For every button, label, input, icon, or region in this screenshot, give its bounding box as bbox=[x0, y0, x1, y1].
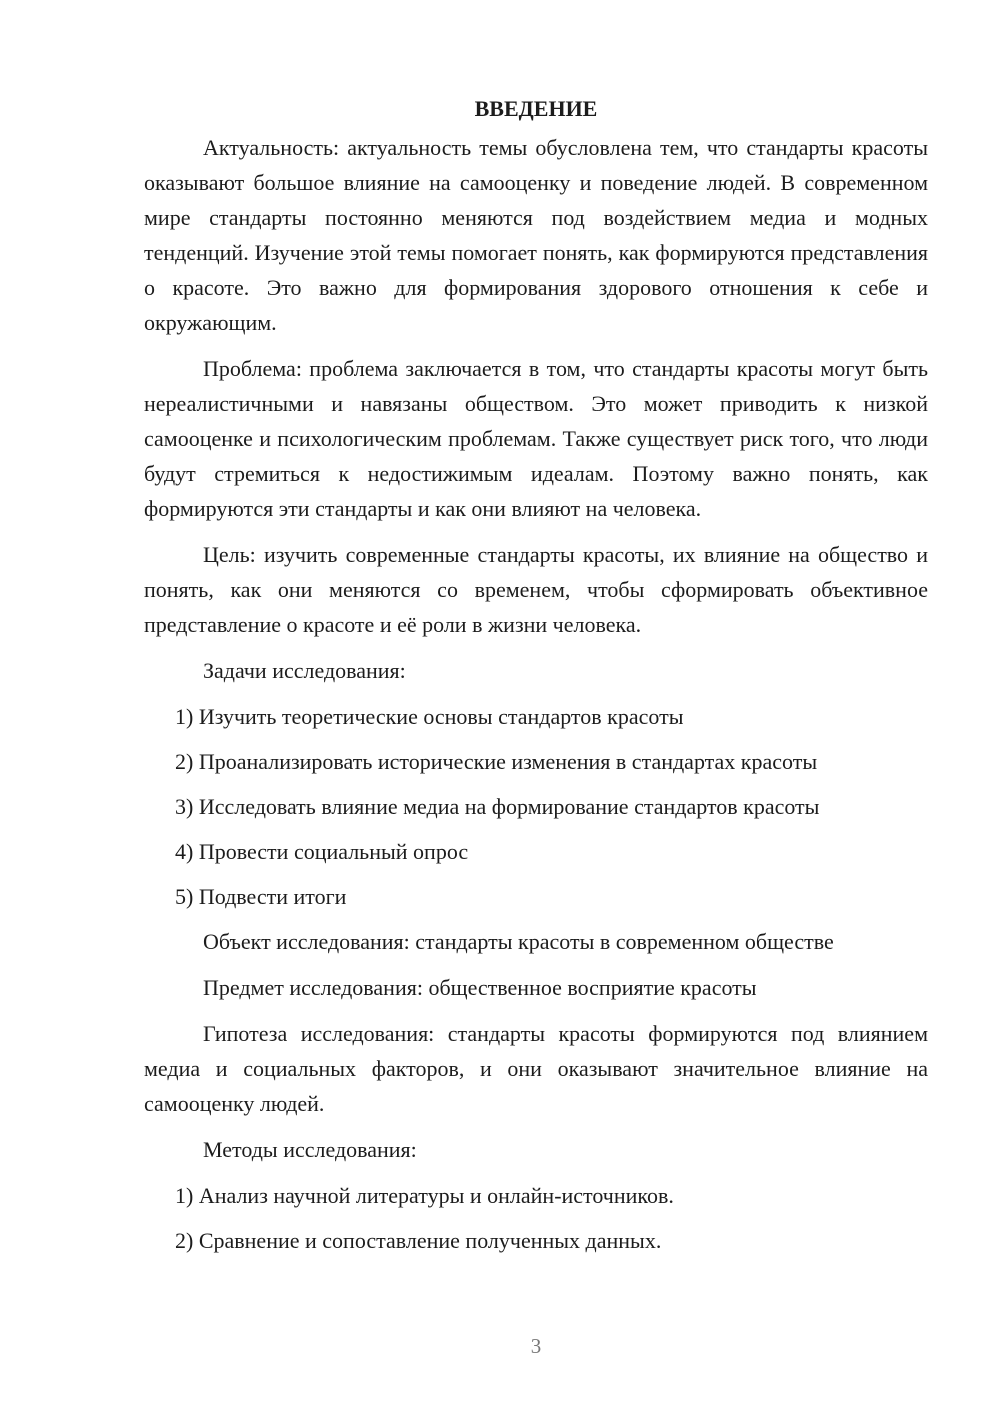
list-item: 5) Подвести итоги bbox=[175, 884, 347, 909]
page-number: 3 bbox=[530, 1334, 542, 1358]
problem-paragraph: Проблема: проблема заключается в том, что стандарты красоты могут быть нереалистичными и навязаны обществом. Это может приводить к низкой самооценке и психологическим проблемам. Также существует риск того, что люди будут стремиться к недостижимым идеалам. Поэтому важно понять, как формируются эти стандарты и как они влияют на человека. bbox=[144, 356, 928, 521]
research-object: Объект исследования: стандарты красоты в современном обществе bbox=[203, 929, 834, 954]
list-item: 3) Исследовать влияние медиа на формирование стандартов красоты bbox=[175, 794, 820, 819]
actuality-paragraph: Актуальность: актуальность темы обусловлена тем, что стандарты красоты оказывают большое влияние на самооценку и поведение людей. В современном мире стандарты постоянно меняются под воздействием медиа и модных тенденций. Изучение этой темы помогает понять, как формируются представления о красоте. Это важно для формирования здорового отношения к себе и окружающим. bbox=[144, 135, 928, 335]
list-item: 4) Провести социальный опрос bbox=[175, 839, 469, 864]
methods-heading: Методы исследования: bbox=[203, 1137, 417, 1162]
document-page bbox=[144, 92, 928, 1268]
page-title: ВВЕДЕНИЕ bbox=[474, 96, 598, 121]
list-item: 1) Изучить теоретические основы стандартов красоты bbox=[175, 704, 684, 729]
research-subject: Предмет исследования: общественное восприятие красоты bbox=[203, 975, 757, 1000]
list-item: 2) Сравнение и сопоставление полученных данных. bbox=[175, 1228, 662, 1253]
list-item: 2) Проанализировать исторические изменения в стандартах красоты bbox=[175, 749, 818, 774]
goal-paragraph: Цель: изучить современные стандарты красоты, их влияние на общество и понять, как они меняются со временем, чтобы сформировать объективное представление о красоте и её роли в жизни человека. bbox=[144, 542, 928, 637]
hypothesis-paragraph: Гипотеза исследования: стандарты красоты формируются под влиянием медиа и социальных факторов, и они оказывают значительное влияние на самооценку людей. bbox=[144, 1021, 928, 1116]
list-item: 1) Анализ научной литературы и онлайн-источников. bbox=[175, 1183, 674, 1208]
tasks-list bbox=[144, 699, 928, 914]
methods-list bbox=[144, 1178, 928, 1258]
tasks-heading: Задачи исследования: bbox=[203, 658, 406, 683]
